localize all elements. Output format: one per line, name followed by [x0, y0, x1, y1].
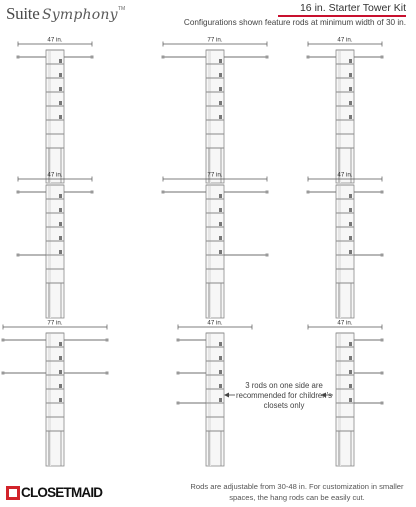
rod-end-cap [106, 372, 109, 375]
tower-side [48, 51, 51, 183]
rod-end-cap [2, 372, 5, 375]
tower-side [338, 51, 341, 183]
width-label: 47 in. [47, 171, 63, 179]
rod-end-cap [162, 56, 165, 59]
shelf-bracket [349, 101, 352, 105]
rod-end-cap [381, 191, 384, 194]
shelf-bracket [219, 250, 222, 254]
rod-end-cap [177, 339, 180, 342]
width-label: 47 in. [207, 319, 223, 327]
shelf-bracket [349, 370, 352, 374]
rod-end-cap [17, 56, 20, 59]
kit-subtitle: Configurations shown feature rods at minimum width of 30 in. [183, 18, 406, 27]
shelf-bracket [219, 194, 222, 198]
rod-end-cap [17, 254, 20, 257]
shelf-bracket [219, 101, 222, 105]
rod-end-cap [381, 339, 384, 342]
callout-arrowhead-left [224, 393, 229, 398]
rod-end-cap [91, 191, 94, 194]
shelf-bracket [59, 384, 62, 388]
rod-end-cap [266, 56, 269, 59]
shelf-bracket [59, 194, 62, 198]
shelf-bracket [219, 208, 222, 212]
shelf-bracket [349, 398, 352, 402]
width-label: 77 in. [207, 171, 223, 179]
rod-end-cap [177, 402, 180, 405]
kit-title: 16 in. Starter Tower Kit [299, 2, 406, 14]
shelf-bracket [59, 398, 62, 402]
shelf-bracket [59, 222, 62, 226]
tower-side [48, 334, 51, 466]
rod-end-cap [2, 339, 5, 342]
tower-side [338, 186, 341, 318]
tower-side [208, 51, 211, 183]
shelf-bracket [59, 115, 62, 119]
shelf-bracket [59, 356, 62, 360]
brand-trademark: TM [118, 6, 126, 12]
width-label: 47 in. [337, 171, 353, 179]
tower-side [208, 334, 211, 466]
shelf-bracket [219, 356, 222, 360]
shelf-bracket [59, 73, 62, 77]
shelf-bracket [59, 101, 62, 105]
shelf-bracket [219, 370, 222, 374]
shelf-bracket [349, 194, 352, 198]
width-label: 47 in. [47, 36, 63, 44]
rod-end-cap [17, 191, 20, 194]
logo-mark-icon [6, 486, 20, 500]
shelf-bracket [349, 384, 352, 388]
shelf-bracket [219, 342, 222, 346]
rod-end-cap [106, 339, 109, 342]
shelf-bracket [219, 236, 222, 240]
footer-note: Rods are adjustable from 30-48 in. For customization in smaller spaces, the hang rods can be easily cut. [190, 482, 404, 502]
rod-end-cap [266, 191, 269, 194]
shelf-bracket [219, 73, 222, 77]
shelf-bracket [349, 342, 352, 346]
tower-side [338, 334, 341, 466]
shelf-bracket [59, 59, 62, 63]
shelf-bracket [59, 342, 62, 346]
tower-side [208, 186, 211, 318]
shelf-bracket [219, 87, 222, 91]
rod-end-cap [381, 254, 384, 257]
brand-symphony: Symphony [42, 7, 118, 23]
rod-end-cap [177, 372, 180, 375]
rod-end-cap [381, 372, 384, 375]
shelf-bracket [349, 115, 352, 119]
shelf-bracket [219, 222, 222, 226]
shelf-bracket [59, 236, 62, 240]
shelf-bracket [59, 87, 62, 91]
logo-text: CLOSETMAID [21, 485, 103, 500]
rod-end-cap [307, 191, 310, 194]
rod-end-cap [381, 56, 384, 59]
shelf-bracket [349, 73, 352, 77]
rod-end-cap [307, 56, 310, 59]
width-label: 47 in. [337, 36, 353, 44]
shelf-bracket [219, 398, 222, 402]
shelf-bracket [349, 222, 352, 226]
rod-end-cap [91, 56, 94, 59]
shelf-bracket [59, 250, 62, 254]
shelf-bracket [349, 208, 352, 212]
shelf-bracket [349, 59, 352, 63]
shelf-bracket [349, 250, 352, 254]
shelf-bracket [59, 370, 62, 374]
rod-end-cap [266, 254, 269, 257]
brand-suite: Suite [6, 4, 40, 23]
shelf-bracket [219, 384, 222, 388]
rod-end-cap [381, 402, 384, 405]
shelf-bracket [219, 59, 222, 63]
shelf-bracket [219, 115, 222, 119]
shelf-bracket [59, 208, 62, 212]
shelf-bracket [349, 236, 352, 240]
rod-end-cap [162, 191, 165, 194]
tower-side [48, 186, 51, 318]
width-label: 77 in. [207, 36, 223, 44]
callout-text: 3 rods on one side are recommended for children's closets only [236, 381, 332, 410]
width-label: 47 in. [337, 319, 353, 327]
shelf-bracket [349, 87, 352, 91]
shelf-bracket [349, 356, 352, 360]
width-label: 77 in. [47, 319, 63, 327]
closetmaid-logo [6, 486, 116, 500]
